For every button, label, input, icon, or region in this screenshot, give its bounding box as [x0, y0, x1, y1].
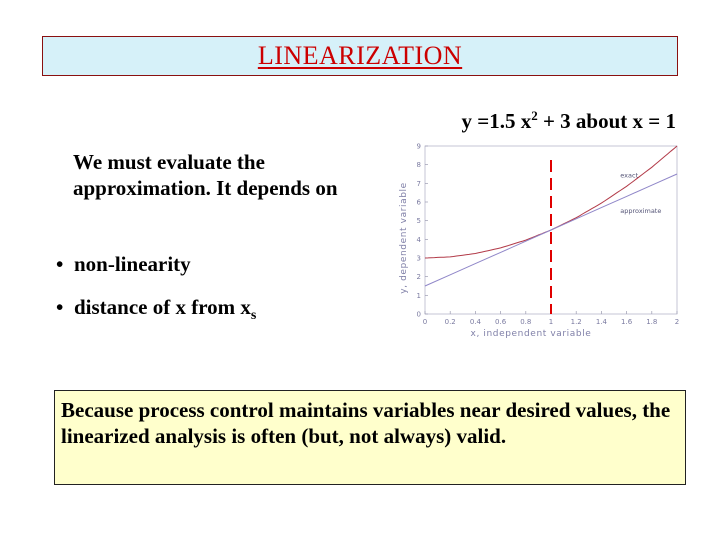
x-tick-label: 1.4	[595, 318, 607, 326]
equation-suffix: + 3 about x = 1	[537, 109, 676, 133]
equation	[461, 108, 676, 134]
y-tick-label: 6	[416, 198, 421, 207]
conclusion-box	[54, 390, 686, 485]
plot-svg	[395, 134, 695, 346]
x-tick-label: 1.6	[621, 318, 633, 326]
bullet-symbol: •	[56, 252, 64, 276]
x-tick-label: 1.2	[570, 318, 582, 326]
y-tick-label: 1	[416, 291, 421, 300]
x-tick-label: 0.6	[495, 318, 507, 326]
x-tick-label: 0.4	[469, 318, 481, 326]
conclusion-text: Because process control maintains variables near desired values, the linearized analysis is often (but, not always) valid.	[61, 398, 671, 449]
y-tick-label: 4	[416, 235, 421, 244]
annotation-approximate: approximate	[620, 207, 662, 216]
bullet-text: distance of x from x	[74, 295, 251, 319]
x-axis-label: x, independent variable	[470, 329, 592, 339]
y-tick-label: 9	[416, 142, 421, 151]
x-tick-label: 1.8	[646, 318, 658, 326]
x-tick-label: 0.2	[444, 318, 456, 326]
equation-prefix: y =1.5 x	[461, 109, 532, 133]
slide-title: LINEARIZATION	[257, 41, 463, 70]
intro-text: We must evaluate the approximation. It depends on	[73, 150, 338, 201]
y-tick-label: 7	[416, 179, 421, 188]
bullet-distance	[56, 295, 256, 324]
x-tick-label: 2	[674, 318, 680, 326]
bullet-text: non-linearity	[74, 252, 191, 276]
linearization-plot	[395, 134, 695, 346]
annotation-exact: exact	[620, 171, 639, 180]
title-banner	[42, 36, 678, 76]
y-tick-label: 2	[416, 273, 421, 282]
y-tick-label: 0	[416, 310, 421, 319]
bullet-nonlinearity	[56, 252, 191, 281]
y-axis-label: y, dependent variable	[399, 182, 409, 294]
y-tick-label: 5	[416, 217, 421, 226]
y-tick-label: 3	[416, 254, 421, 263]
x-tick-label: 0	[422, 318, 428, 326]
y-tick-label: 8	[416, 161, 421, 170]
x-tick-label: 1	[548, 318, 554, 326]
bullet-sub: s	[250, 308, 257, 324]
bullet-symbol: •	[56, 295, 64, 319]
equation-exponent: 2	[531, 108, 538, 123]
x-tick-label: 0.8	[520, 318, 532, 326]
